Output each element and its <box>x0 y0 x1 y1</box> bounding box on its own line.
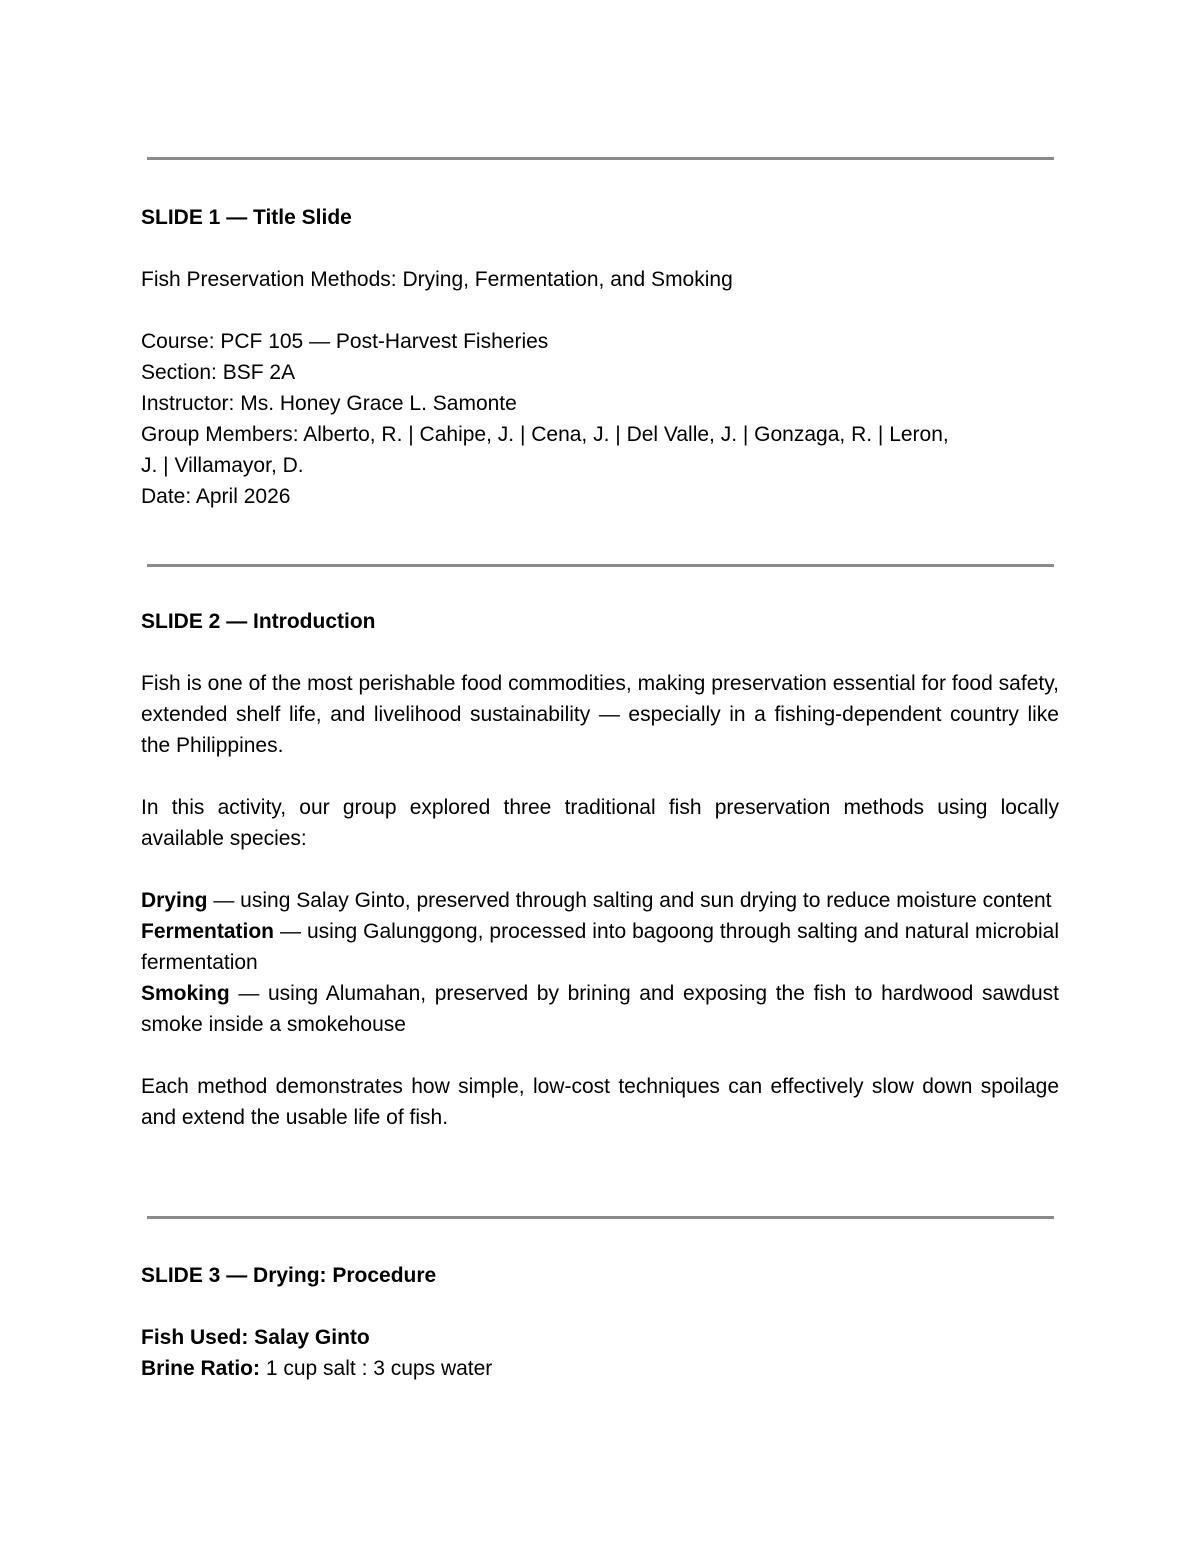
divider-1 <box>147 157 1054 160</box>
instructor-line: Instructor: Ms. Honey Grace L. Samonte <box>141 392 517 415</box>
method-fermentation <box>141 916 1059 978</box>
brine-ratio-line <box>141 1353 1059 1384</box>
method-label: Fermentation <box>141 920 275 943</box>
slide-2-heading: SLIDE 2 — Introduction <box>141 610 376 633</box>
date-line: Date: April 2026 <box>141 485 291 508</box>
slide-1-heading: SLIDE 1 — Title Slide <box>141 206 352 229</box>
brine-ratio-label: Brine Ratio: <box>141 1357 261 1380</box>
method-text: — using Alumahan, preserved by brining and exposing the fish to hardwood sawdust smoke inside a smokehouse <box>141 982 1059 1036</box>
method-drying <box>141 885 1059 916</box>
method-smoking <box>141 978 1059 1040</box>
presentation-title: Fish Preservation Methods: Drying, Fermentation, and Smoking <box>141 268 733 291</box>
divider-2 <box>147 564 1054 567</box>
divider-3 <box>147 1216 1054 1219</box>
course-line: Course: PCF 105 — Post-Harvest Fisheries <box>141 330 549 353</box>
method-label: Drying <box>141 889 208 912</box>
slide-3-section <box>141 1260 1059 1384</box>
section-line: Section: BSF 2A <box>141 361 296 384</box>
intro-paragraph-2: In this activity, our group explored three traditional fish preservation methods using locally available species: <box>141 796 1059 850</box>
spacer <box>141 761 1059 792</box>
spacer <box>141 637 1059 668</box>
spacer <box>141 1291 1059 1322</box>
spacer <box>141 1040 1059 1071</box>
method-text: — using Salay Ginto, preserved through salting and sun drying to reduce moisture content <box>207 889 1052 912</box>
spacer <box>141 295 1059 326</box>
intro-paragraph-1: Fish is one of the most perishable food commodities, making preservation essential for food safety, extended shelf life, and livelihood sustainability — especially in a fishing-dependent country like the Philippines. <box>141 672 1059 757</box>
spacer <box>141 233 1059 264</box>
fish-used-line: Fish Used: Salay Ginto <box>141 1326 370 1349</box>
spacer <box>141 854 1059 885</box>
method-label: Smoking <box>141 982 230 1005</box>
group-members-line-2: J. | Villamayor, D. <box>141 454 304 477</box>
group-members-line-1: Group Members: Alberto, R. | Cahipe, J. | Cena, J. | Del Valle, J. | Gonzaga, R. | Leron, <box>141 423 949 446</box>
slide-2-section <box>141 606 1059 1133</box>
slide-1-section <box>141 202 1059 512</box>
slide-3-heading: SLIDE 3 — Drying: Procedure <box>141 1264 437 1287</box>
intro-paragraph-3: Each method demonstrates how simple, low-cost techniques can effectively slow down spoilage and extend the usable life of fish. <box>141 1075 1059 1129</box>
method-text: — using Galunggong, processed into bagoong through salting and natural microbial fermentation <box>141 920 1059 974</box>
brine-ratio-value: 1 cup salt : 3 cups water <box>260 1357 493 1380</box>
